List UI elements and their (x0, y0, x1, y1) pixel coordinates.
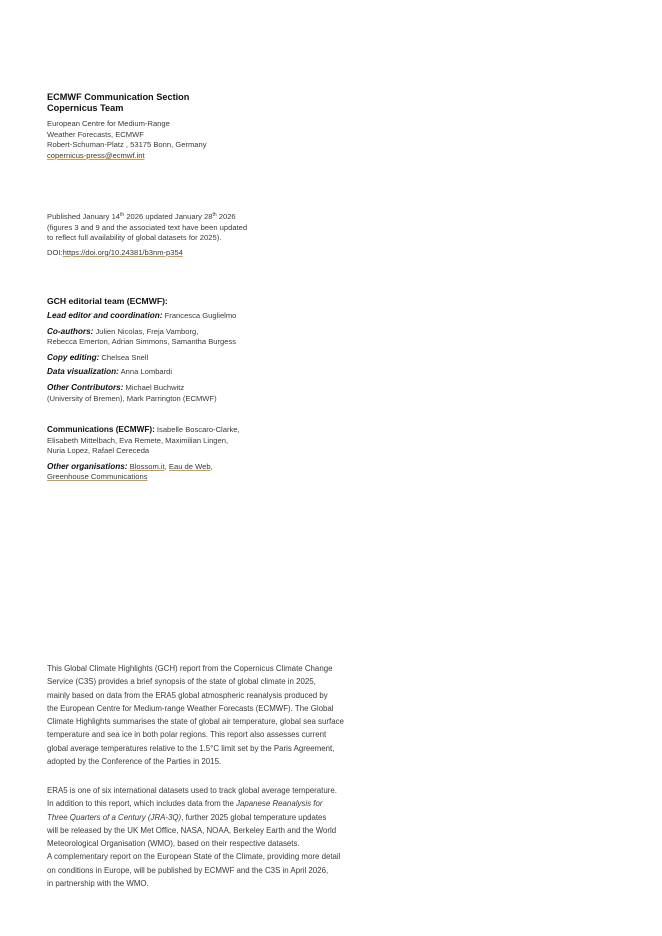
intro-paragraph-1 (47, 662, 344, 768)
organisations-line (47, 462, 240, 473)
co-authors-line: Rebecca Emerton, Adrian Simmons, Samantha Burgess (47, 337, 237, 347)
paragraph-line: Meteorological Organisation (WMO), based on their respective datasets. (47, 839, 300, 849)
paragraph-line (47, 811, 340, 824)
doi-line (47, 248, 247, 259)
paragraph-line: global average temperatures relative to the 1.5°C limit set by the Paris Agreement, (47, 743, 335, 753)
paragraph-line: in partnership with the WMO. (47, 879, 149, 889)
data-visualization (47, 367, 236, 378)
update-note-line: (figures 3 and 9 and the associated text have been updated (47, 222, 248, 232)
co-authors-label: Co-authors: (47, 326, 94, 336)
paragraph-line: mainly based on data from the ERA5 global atmospheric reanalysis produced by (47, 690, 328, 700)
paragraph-line: Climate Highlights summarises the state of global air temperature, global sea surface (47, 717, 344, 727)
contributors-value: Michael Buchwitz (123, 382, 185, 392)
other-organisations (47, 462, 240, 483)
pub-date-text: Published January 14 (47, 212, 121, 221)
paragraph-text: , further 2025 global temperature updates (181, 812, 327, 822)
communications-line: Nuria Lopez, Rafael Cereceda (47, 446, 150, 456)
co-authors (47, 327, 236, 348)
communications-line (47, 425, 240, 436)
paragraph-line (47, 797, 340, 810)
paragraph-line: temperature and sea ice in both polar regions. This report also assesses current (47, 730, 327, 740)
contact-block (47, 92, 207, 161)
updated-date-text: 2026 updated January 28 (124, 212, 213, 221)
communications (47, 425, 240, 483)
intro-paragraph-2 (47, 784, 340, 890)
co-authors-value: Julien Nicolas, Freja Vamborg, (93, 326, 199, 336)
email-link[interactable]: copernicus-press@ecmwf.int (47, 150, 145, 160)
communications-label: Communications (ECMWF): (47, 425, 155, 434)
lead-editor (47, 311, 236, 322)
communications-value: Isabelle Boscaro-Clarke, (154, 425, 240, 434)
publication-date (47, 212, 247, 223)
separator: , (164, 461, 169, 471)
greenhouse-link[interactable]: Greenhouse Communications (47, 472, 148, 482)
address-line: Robert-Schuman-Platz , 53175 Bonn, Germany (47, 140, 207, 150)
address-line: Weather Forecasts, ECMWF (47, 129, 144, 139)
dataset-name: Three Quarters of a Century (JRA-3Q) (47, 812, 182, 822)
address-line: European Centre for Medium-Range (47, 119, 170, 128)
paragraph-line: A complementary report on the European State of the Climate, providing more detail (47, 852, 341, 862)
contributors-line: (University of Bremen), Mark Parrington (ECMWF) (47, 393, 217, 403)
separator: , (210, 461, 213, 471)
address (47, 119, 207, 161)
paragraph-line: This Global Climate Highlights (GCH) report from the Copernicus Climate Change (47, 664, 333, 673)
contributors-line (47, 383, 236, 394)
editorial-team (47, 296, 236, 404)
org-name: ECMWF Communication Section (47, 92, 190, 102)
copy-label: Copy editing: (47, 352, 100, 362)
ordinal-suffix: th (120, 212, 125, 218)
doi-label: DOI: (47, 247, 63, 257)
contributors-label: Other Contributors: (47, 382, 124, 392)
editorial-title: GCH editorial team (ECMWF): (47, 296, 168, 306)
lead-value: Francesca Guglielmo (162, 311, 237, 320)
blossom-link[interactable]: Blossom.it (129, 461, 165, 471)
lead-label: Lead editor and coordination: (47, 311, 163, 320)
dataviz-label: Data visualization: (47, 367, 119, 377)
paragraph-line: adopted by the Conference of the Parties in 2015. (47, 757, 222, 767)
paragraph-line: the European Centre for Medium-range Weather Forecasts (ECMWF). The Global (47, 703, 334, 713)
paragraph-line: will be released by the UK Met Office, NASA, NOAA, Berkeley Earth and the World (47, 825, 337, 835)
ordinal-suffix: th (212, 212, 217, 218)
eau-de-web-link[interactable]: Eau de Web (168, 461, 211, 471)
dataviz-value: Anna Lombardi (118, 367, 173, 377)
other-contributors (47, 383, 236, 404)
copy-value: Chelsea Snell (99, 352, 149, 362)
team-name: Copernicus Team (47, 103, 124, 113)
paragraph-text: In addition to this report, which includes data from the (47, 799, 237, 809)
co-authors-line (47, 327, 236, 338)
paragraph-line: Service (C3S) provides a brief synopsis of the state of global climate in 2025, (47, 677, 316, 687)
doi-link[interactable]: https://doi.org/10.24381/b3nm-p354 (62, 247, 183, 257)
year-text: 2026 (216, 212, 236, 221)
organisations-label: Other organisations: (47, 461, 128, 471)
communications-line: Elisabeth Mittelbach, Eva Remete, Maximilian Lingen, (47, 435, 229, 445)
paragraph-line: on conditions in Europe, will be published by ECMWF and the C3S in April 2026, (47, 865, 329, 875)
copy-editing (47, 353, 236, 364)
publication-info (47, 212, 247, 258)
dataset-name: Japanese Reanalysis for (236, 799, 323, 809)
paragraph-line: ERA5 is one of six international datasets used to track global average temperature. (47, 786, 337, 795)
communications-team (47, 425, 240, 457)
update-note-line: to reflect full availability of global datasets for 2025). (47, 233, 222, 243)
